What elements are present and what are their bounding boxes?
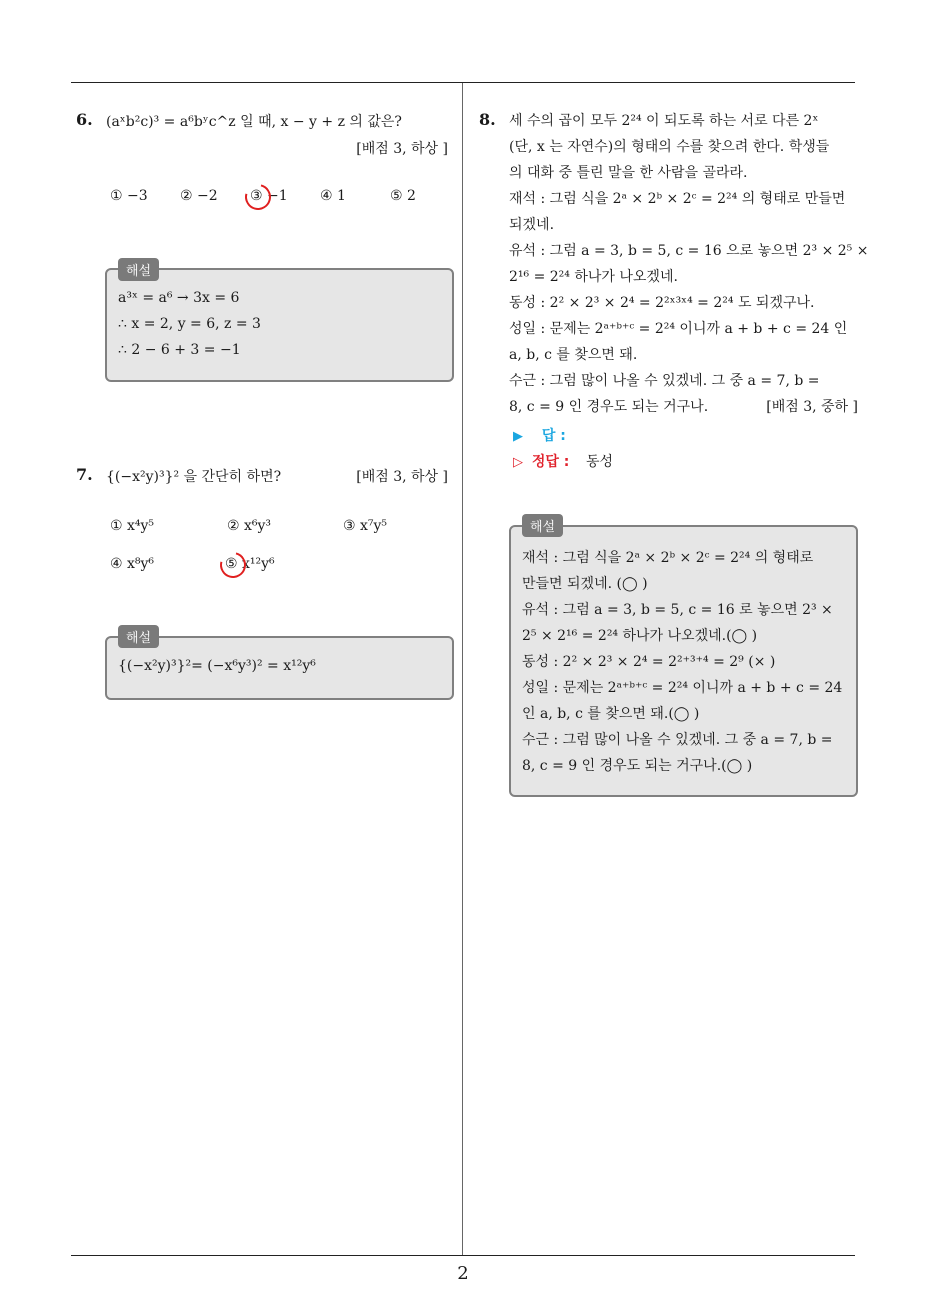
q7-number: 7. bbox=[76, 465, 93, 484]
q7-choice-5[interactable]: ⑤ x¹²y⁶ bbox=[225, 556, 275, 572]
q6-solution-line-2: ∴ x = 2, y = 6, z = 3 bbox=[118, 316, 261, 332]
q8-line-2: (단, x 는 자연수)의 형태의 수를 찾으려 한다. 학생들 bbox=[509, 139, 830, 155]
q6-choice-1[interactable]: ① −3 bbox=[110, 188, 148, 204]
q7-solution-line-1: {(−x²y)³}²= (−x⁶y³)² = x¹²y⁶ bbox=[118, 658, 316, 674]
q8-line-7: 2¹⁶ = 2²⁴ 하나가 나오겠네. bbox=[509, 269, 678, 285]
q7-solution-tag: 해설 bbox=[118, 625, 159, 648]
q7-choice-1[interactable]: ① x⁴y⁵ bbox=[110, 518, 155, 534]
q7-points: [배점 3, 하상 ] bbox=[356, 469, 448, 485]
q8-points: [배점 3, 중하 ] bbox=[766, 399, 858, 415]
q7-answer-mark-icon bbox=[215, 547, 251, 583]
q8-solution-line-7: 인 a, b, c 를 찾으면 돼.(◯ ) bbox=[522, 706, 700, 722]
q8-solution-line-3: 유석 : 그럼 a = 3, b = 5, c = 16 로 놓으면 2³ × bbox=[522, 602, 833, 618]
outline-triangle-icon: ▷ bbox=[513, 455, 523, 470]
q8-line-8: 동성 : 2² × 2³ × 2⁴ = 2²ˣ³ˣ⁴ = 2²⁴ 도 되겠구나. bbox=[509, 295, 815, 311]
q6-solution-line-3: ∴ 2 − 6 + 3 = −1 bbox=[118, 342, 241, 358]
q8-solution-line-4: 2⁵ × 2¹⁶ = 2²⁴ 하나가 나오겠네.(◯ ) bbox=[522, 628, 758, 644]
q6-choice-4[interactable]: ④ 1 bbox=[320, 188, 346, 204]
q6-choice-3[interactable]: ③ −1 bbox=[250, 188, 288, 204]
q8-line-10: a, b, c 를 찾으면 돼. bbox=[509, 347, 638, 363]
q8-line-11: 수근 : 그럼 많이 나올 수 있겠네. 그 중 a = 7, b = bbox=[509, 373, 820, 389]
q8-solution-line-6: 성일 : 문제는 2ᵃ⁺ᵇ⁺ᶜ = 2²⁴ 이니까 a + b + c = 24 bbox=[522, 680, 843, 696]
q7-choice-4[interactable]: ④ x⁸y⁶ bbox=[110, 556, 155, 572]
q8-line-6: 유석 : 그럼 a = 3, b = 5, c = 16 으로 놓으면 2³ × 2⁵ × bbox=[509, 243, 869, 259]
q6-number: 6. bbox=[76, 110, 93, 129]
q6-answer-mark-icon bbox=[240, 179, 276, 215]
q7-question: {(−x²y)³}² 을 간단히 하면? bbox=[106, 469, 282, 485]
q8-line-4: 재석 : 그럼 식을 2ᵃ × 2ᵇ × 2ᶜ = 2²⁴ 의 형태로 만들면 bbox=[509, 191, 846, 207]
q8-correct-label: 정답 : bbox=[531, 454, 570, 470]
q8-solution-line-9: 8, c = 9 인 경우도 되는 거구나.(◯ ) bbox=[522, 758, 753, 774]
play-triangle-icon: ▶ bbox=[513, 429, 523, 444]
q6-choice-2[interactable]: ② −2 bbox=[180, 188, 218, 204]
q8-answer-row bbox=[513, 425, 566, 445]
q8-correct-value: 동성 bbox=[586, 454, 614, 470]
q8-answer-label: 답 : bbox=[541, 428, 566, 444]
q6-choice-5[interactable]: ⑤ 2 bbox=[390, 188, 416, 204]
q6-points: [배점 3, 하상 ] bbox=[356, 141, 448, 157]
q8-solution-line-8: 수근 : 그럼 많이 나올 수 있겠네. 그 중 a = 7, b = bbox=[522, 732, 833, 748]
q6-question: (aˣb²c)³ = a⁶bʸc^z 일 때, x − y + z 의 값은? bbox=[106, 114, 402, 130]
q8-line-1: 세 수의 곱이 모두 2²⁴ 이 되도록 하는 서로 다른 2ˣ bbox=[509, 113, 819, 129]
q8-number: 8. bbox=[479, 110, 496, 129]
q7-choice-2[interactable]: ② x⁶y³ bbox=[227, 518, 272, 534]
q8-line-3: 의 대화 중 틀린 말을 한 사람을 골라라. bbox=[509, 165, 748, 181]
q8-line-5: 되겠네. bbox=[509, 217, 555, 233]
q8-line-9: 성일 : 문제는 2ᵃ⁺ᵇ⁺ᶜ = 2²⁴ 이니까 a + b + c = 24 인 bbox=[509, 321, 848, 337]
q8-solution-line-1: 재석 : 그럼 식을 2ᵃ × 2ᵇ × 2ᶜ = 2²⁴ 의 형태로 bbox=[522, 550, 814, 566]
column-divider bbox=[462, 83, 463, 1255]
bottom-rule bbox=[71, 1255, 855, 1256]
q6-solution-line-1: a³ˣ = a⁶ → 3x = 6 bbox=[118, 290, 240, 306]
q7-choice-3[interactable]: ③ x⁷y⁵ bbox=[343, 518, 388, 534]
q8-solution-line-2: 만들면 되겠네. (◯ ) bbox=[522, 576, 648, 592]
q8-solution-tag: 해설 bbox=[522, 514, 563, 537]
page-number: 2 bbox=[457, 1263, 469, 1284]
q8-line-12: 8, c = 9 인 경우도 되는 거구나. bbox=[509, 399, 709, 415]
q8-solution-line-5: 동성 : 2² × 2³ × 2⁴ = 2²⁺³⁺⁴ = 2⁹ (× ) bbox=[522, 654, 776, 670]
top-rule bbox=[71, 82, 855, 83]
q8-correct-row bbox=[513, 451, 569, 471]
q6-solution-tag: 해설 bbox=[118, 258, 159, 281]
